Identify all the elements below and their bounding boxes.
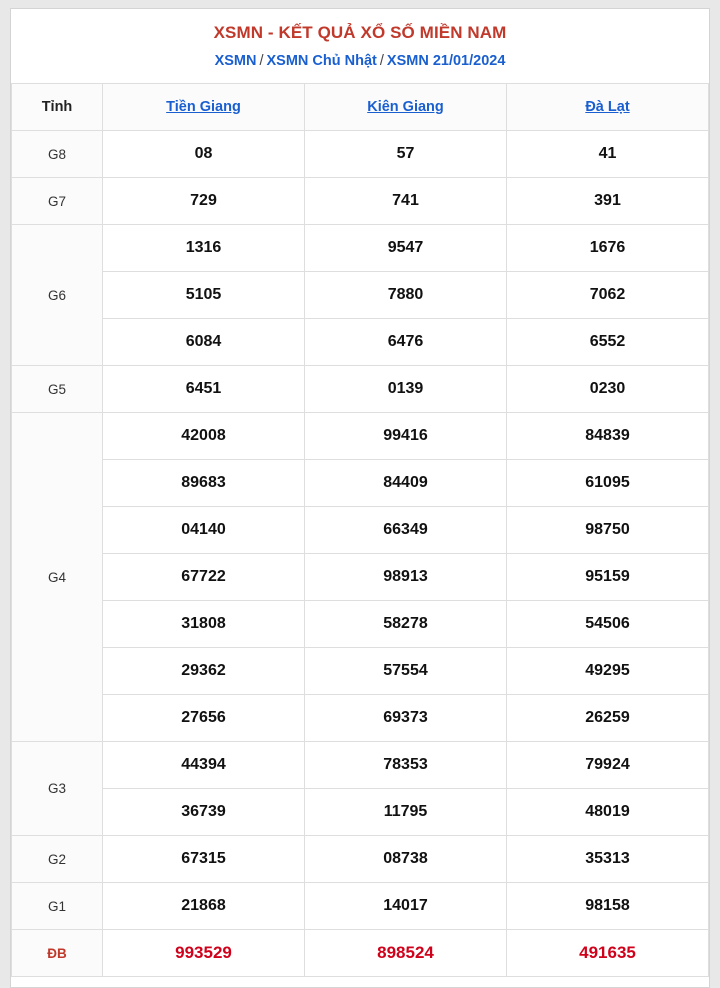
result-cell: 67315 [103,836,305,883]
result-cell: 36739 [103,789,305,836]
result-cell: 66349 [305,507,507,554]
table-body [12,131,709,977]
table-row [12,789,709,836]
result-cell: 57554 [305,648,507,695]
prize-label-g7: G7 [12,178,103,225]
result-cell: 57 [305,131,507,178]
result-cell: 0230 [507,366,709,413]
prize-label-g5: G5 [12,366,103,413]
result-cell: 14017 [305,883,507,930]
card-bottom-padding [11,977,709,987]
result-cell: 08738 [305,836,507,883]
result-cell: 48019 [507,789,709,836]
province-link-0[interactable]: Tiền Giang [166,99,241,115]
result-cell: 29362 [103,648,305,695]
table-row [12,601,709,648]
prize-label-db: ĐB [12,930,103,977]
breadcrumb [11,53,709,83]
result-cell: 7880 [305,272,507,319]
table-row [12,648,709,695]
result-cell: 54506 [507,601,709,648]
result-cell: 61095 [507,460,709,507]
result-cell: 31808 [103,601,305,648]
result-cell: 26259 [507,695,709,742]
table-row [12,413,709,460]
result-cell: 41 [507,131,709,178]
page-title: XSMN - KẾT QUẢ XỔ SỐ MIỀN NAM [213,23,507,42]
province-link-2[interactable]: Đà Lạt [585,99,630,115]
result-cell: 35313 [507,836,709,883]
prize-label-g1: G1 [12,883,103,930]
result-cell: 89683 [103,460,305,507]
result-cell-special: 993529 [103,930,305,977]
table-row [12,695,709,742]
table-row [12,178,709,225]
table-row-special [12,930,709,977]
result-cell: 44394 [103,742,305,789]
result-cell: 84409 [305,460,507,507]
result-cell: 08 [103,131,305,178]
table-row [12,883,709,930]
prize-label-g8: G8 [12,131,103,178]
breadcrumb-link-weekday[interactable]: XSMN Chủ Nhật [266,53,377,69]
prize-label-g6: G6 [12,225,103,366]
result-cell: 1676 [507,225,709,272]
result-cell: 741 [305,178,507,225]
result-cell: 6451 [103,366,305,413]
table-header [12,84,709,131]
breadcrumb-separator-1: / [259,53,264,69]
breadcrumb-separator-2: / [379,53,384,69]
result-cell: 27656 [103,695,305,742]
result-cell: 98158 [507,883,709,930]
table-row [12,836,709,883]
result-cell: 42008 [103,413,305,460]
prize-label-g4: G4 [12,413,103,742]
result-cell: 69373 [305,695,507,742]
table-row [12,507,709,554]
table-row [12,319,709,366]
column-header-province-0 [103,84,305,131]
column-header-province-label: Tỉnh [12,84,103,131]
result-cell: 11795 [305,789,507,836]
table-row [12,554,709,601]
result-cell: 729 [103,178,305,225]
breadcrumb-link-xsmn[interactable]: XSMN [214,53,257,69]
result-cell: 95159 [507,554,709,601]
result-cell: 6476 [305,319,507,366]
result-cell: 6552 [507,319,709,366]
result-cell: 98750 [507,507,709,554]
breadcrumb-link-date[interactable]: XSMN 21/01/2024 [386,53,506,69]
result-cell: 04140 [103,507,305,554]
lottery-results-table [11,83,709,977]
result-cell: 79924 [507,742,709,789]
result-cell: 58278 [305,601,507,648]
column-header-province-2 [507,84,709,131]
table-header-row [12,84,709,131]
result-cell: 0139 [305,366,507,413]
result-cell: 67722 [103,554,305,601]
prize-label-g3: G3 [12,742,103,836]
result-cell: 49295 [507,648,709,695]
table-row [12,742,709,789]
province-link-1[interactable]: Kiên Giang [367,99,444,115]
result-cell: 99416 [305,413,507,460]
result-cell: 1316 [103,225,305,272]
result-card [10,8,710,988]
table-row [12,272,709,319]
result-cell: 7062 [507,272,709,319]
result-cell: 9547 [305,225,507,272]
table-row [12,225,709,272]
column-header-province-1 [305,84,507,131]
result-cell: 6084 [103,319,305,366]
result-cell: 21868 [103,883,305,930]
table-row [12,131,709,178]
result-cell: 391 [507,178,709,225]
result-cell: 84839 [507,413,709,460]
result-cell-special: 491635 [507,930,709,977]
prize-label-g2: G2 [12,836,103,883]
result-cell: 98913 [305,554,507,601]
result-cell: 78353 [305,742,507,789]
result-cell: 5105 [103,272,305,319]
result-cell-special: 898524 [305,930,507,977]
table-row [12,366,709,413]
table-row [12,460,709,507]
